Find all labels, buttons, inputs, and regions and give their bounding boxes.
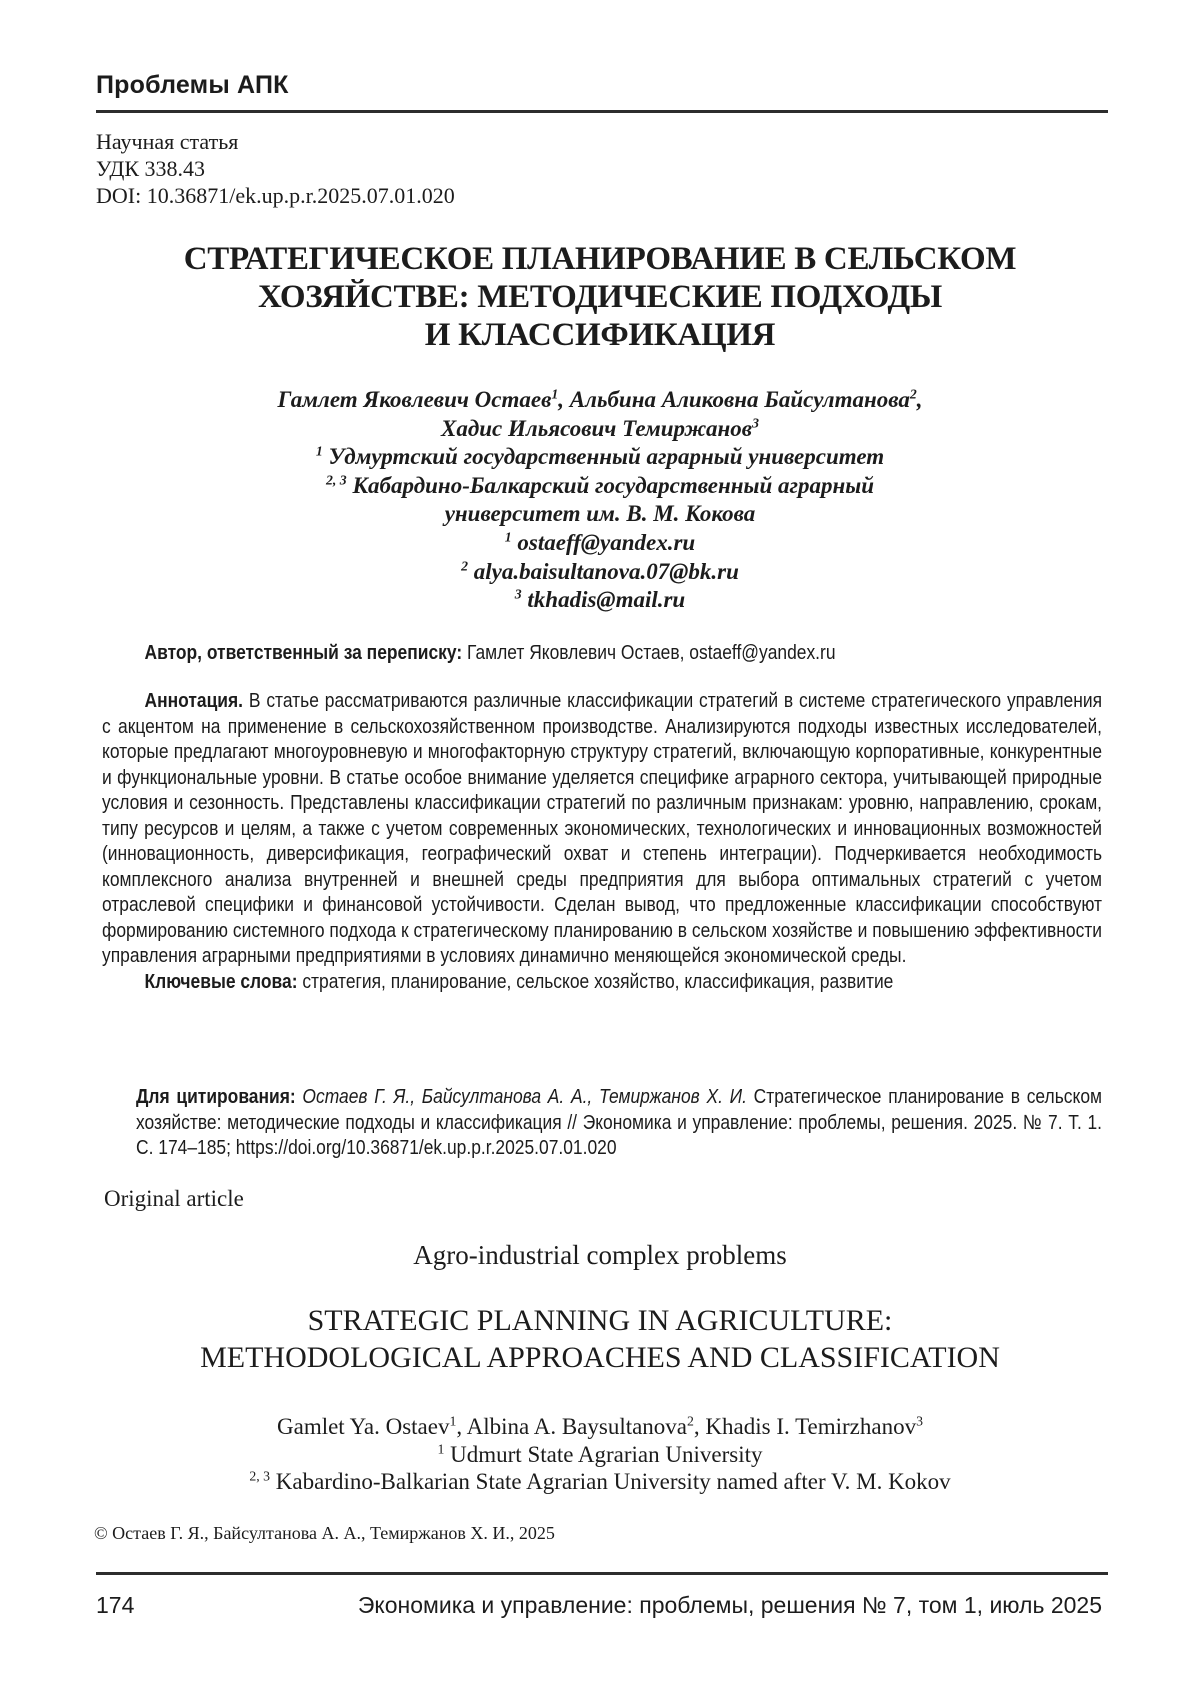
corresponding-label: Автор, ответственный за переписку: [144, 641, 467, 664]
keywords-text: стратегия, планирование, сельское хозяйство, классификация, развитие [302, 969, 894, 993]
author-affil-mark: 2 [687, 1413, 694, 1429]
author-email-line: $^2$ alya.baisultanova.07@bk.ru [461, 557, 739, 584]
journal-section-header-en: Agro-industrial complex problems [413, 1240, 787, 1270]
title-line-en: METHODOLOGICAL APPROACHES AND CLASSIFICATION [200, 1341, 1000, 1374]
affiliation-line-en: $^{2, 3}$ Kabardino-Balkarian State Agrarian University named after V. M. Kokov [249, 1468, 951, 1494]
title-line: ХОЗЯЙСТВЕ: МЕТОДИЧЕСКИЕ ПОДХОДЫ [257, 279, 943, 315]
citation-authors: Остаев Г. Я., Байсултанова А. А., Темиржанов Х. И. [302, 1085, 754, 1108]
abstract-label: Аннотация. [144, 689, 249, 712]
corresponding-value: Гамлет Яковлевич Остаев, ostaeff@yandex.ru [466, 641, 836, 664]
affil-mark: 2, 3 [326, 472, 347, 488]
footer-divider [96, 1572, 1108, 1575]
affil-mark: 1 [437, 1440, 445, 1456]
affiliation-line: $^{2, 3}$ Кабардино-Балкарский государственный аграрный [326, 472, 874, 498]
copyright-line: © Остаев Г. Я., Байсултанова А. А., Темиржанов Х. И., 2025 [94, 1523, 555, 1543]
citation-label: Для цитирования: [136, 1085, 303, 1108]
corresponding-author-line [102, 640, 1102, 666]
article-title-en [0, 1302, 1200, 1376]
abstract-text: В статье рассматриваются различные классификации стратегий в системе стратегического управления с акцентом на применение в сельскохозяйственном производстве. Анализируются подходы известных исследователей, которые предлагают многоуровневую и многофакторную структуру стратегий, включающую корпоративные, конкурентные и функциональные уровни. В статье особое внимание уделяется специфике аграрного сектора, учитывающей природные условия и сезонность. Представлены классификации стратегий по различным признакам: уровню, направлению, срокам, типу ресурсов и целям, а также с учетом современных экономических, технологических и инновационных возможностей (инновационность, диверсификация, географический охват и степень интеграции). Подчеркивается необходимость комплексного анализа внутренней и внешней среды предприятия для выбора оптимальных стратегий с учетом отраслевой специфики и финансовой устойчивости. Сделан вывод, что предложенные классификации способствуют формированию системного подхода к стратегическому планированию в сельском хозяйстве и повышению эффективности управления аграрными предприятиями в условиях динамично меняющейся экономической среды. [102, 689, 1103, 967]
udk-code: УДК 338.43 [96, 156, 206, 181]
journal-footer-line: Экономика и управление: проблемы, решения № 7, том 1, июль 2025 [357, 1592, 1102, 1618]
citation-block [136, 1084, 1102, 1161]
author-affil-mark: 2 [909, 386, 917, 402]
author-email-line: $^1$ ostaeff@yandex.ru [504, 529, 696, 555]
author-names-line-en: Gamlet Ya. Ostaev$^1$, Albina A. Baysultanova$^2$, Khadis I. Temirzhanov$^3$ [277, 1413, 923, 1439]
affiliation-line-en: $^1$ Udmurt State Agrarian University [437, 1440, 763, 1467]
affil-mark: 2, 3 [249, 1468, 271, 1484]
article-title-ru [0, 240, 1200, 354]
affiliation-line: $^1$ Удмуртский государственный аграрный университет [315, 443, 885, 470]
citation-text: Стратегическое планирование в сельском хозяйстве: методические подходы и классификация // Экономика и управление: проблемы, решения. 2025. № 7. Т. 1. С. 174–185; https://doi.org/10.36871/ek.up.p.r.2025.07.01.020 [136, 1085, 1103, 1159]
page-footer [96, 1591, 1102, 1619]
affil-mark: 1 [315, 443, 323, 459]
author-affil-mark: 3 [916, 1413, 923, 1429]
affil-mark: 1 [504, 529, 512, 545]
author-email-line: $^3$ tkhadis@mail.ru [514, 586, 686, 613]
page-number: 174 [96, 1592, 135, 1618]
keywords-label: Ключевые слова: [144, 969, 303, 993]
journal-section-header: Проблемы АПК [96, 71, 289, 99]
title-line: И КЛАССИФИКАЦИЯ [424, 317, 776, 353]
abstract-block [102, 688, 1102, 994]
abstract-paragraph [102, 688, 1102, 969]
affil-mark: 3 [514, 586, 522, 602]
authors-block-en [0, 1413, 1200, 1496]
affil-mark: 2 [461, 557, 468, 573]
article-type-en: Original article [104, 1186, 244, 1211]
header-divider [96, 110, 1108, 113]
keywords-line [102, 969, 1102, 995]
doi-line: DOI: 10.36871/ek.up.p.r.2025.07.01.020 [96, 183, 455, 208]
article-type-ru: Научная статья [96, 129, 239, 154]
author-affil-mark: 1 [449, 1413, 457, 1429]
author-affil-mark: 1 [551, 386, 559, 402]
author-affil-mark: 3 [752, 414, 759, 430]
authors-block-ru [0, 386, 1200, 615]
author-names-line: Хадис Ильясович Темиржанов$^3$ [441, 414, 759, 441]
title-line-en: STRATEGIC PLANNING IN AGRICULTURE: [307, 1304, 893, 1337]
title-line: СТРАТЕГИЧЕСКОЕ ПЛАНИРОВАНИЕ В СЕЛЬСКОМ [183, 241, 1017, 277]
author-names-line: Гамлет Яковлевич Остаев$^1$, Альбина Аликовна Байсултанова$^2$, [277, 386, 923, 412]
article-meta [96, 128, 1104, 209]
affiliation-line: университет им. В. М. Кокова [444, 501, 756, 527]
